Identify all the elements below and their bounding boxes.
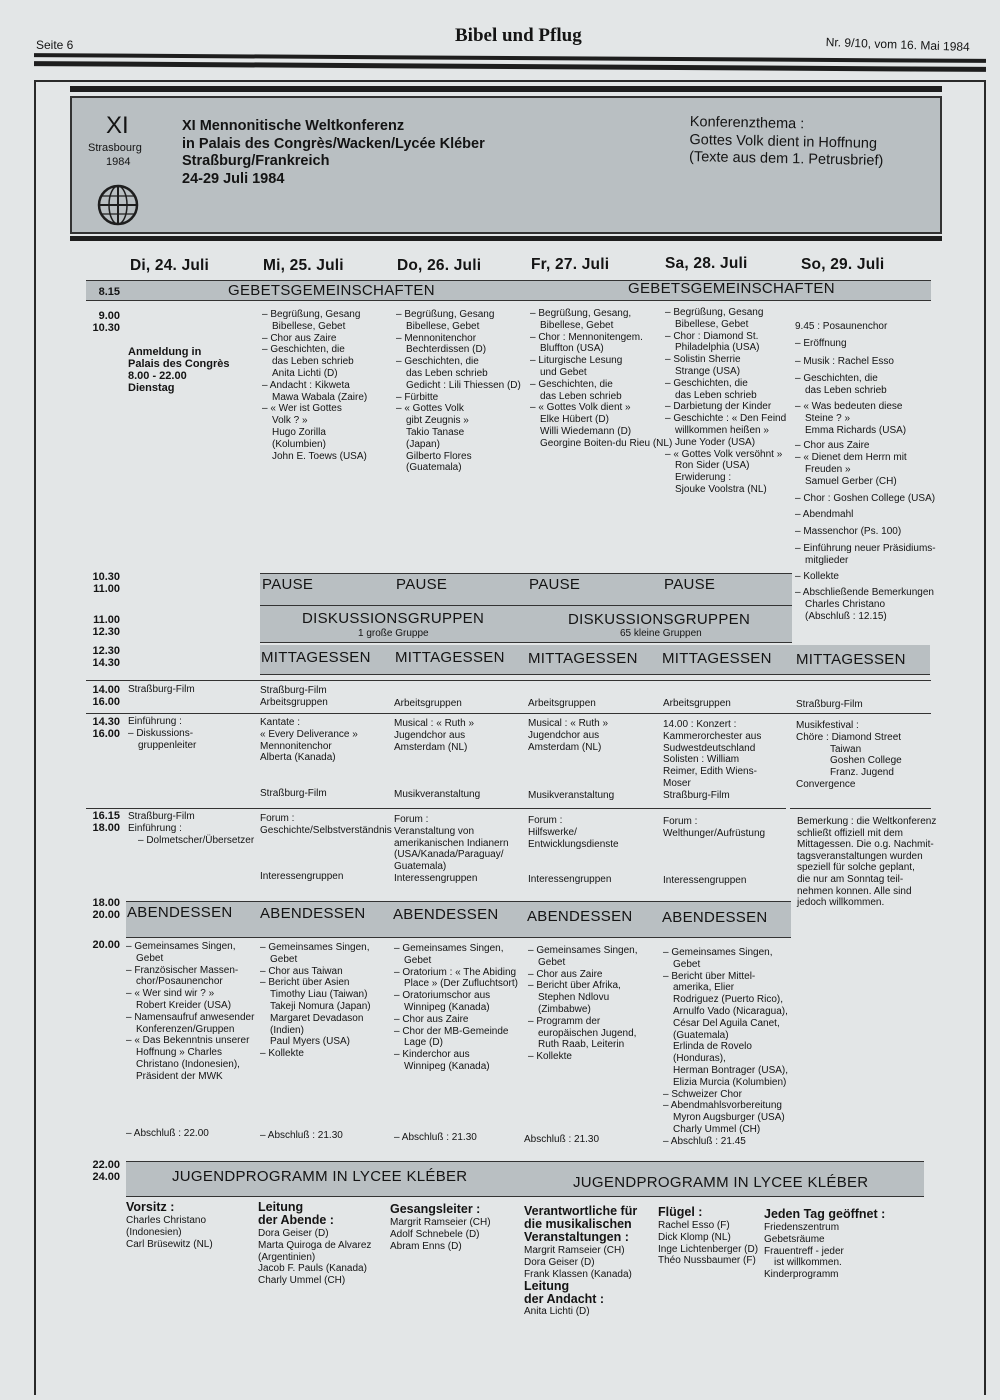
conference-title <box>182 118 485 188</box>
program-fri-music: Musikveranstaltung <box>528 790 615 801</box>
lunch-label: MITTAGESSEN <box>796 651 906 668</box>
lunch-label: MITTAGESSEN <box>395 649 505 666</box>
issue-date: Nr. 9/10, vom 16. Mai 1984 <box>825 35 970 55</box>
day-header: Do, 26. Juli <box>397 257 482 274</box>
program-sunday: 9.45 : Posaunenchor – Eröffnung – Musik : Rachel Esso – Geschichten, die das Leben schrieb – « Was bedeuten diese Steine ? » Emma Richards (USA) – Chor aus Zaire – « Dienet dem Herrn mit Freuden » Samuel Gerber (CH) – Chor : Goshen College (USA) – Abendmahl – Massenchor (Ps. 100) – Einführung neuer Präsidiums- mitglieder – Kollekte – Abschließende Bemerkungen Charles Christano (Abschluß : 12.15) <box>795 321 936 622</box>
time-label: 14.30 16.00 <box>92 716 120 740</box>
time-label: 12.30 14.30 <box>92 645 120 669</box>
theme-line: Gottes Volk dient in Hoffnung <box>689 131 878 152</box>
pause-label: PAUSE <box>262 576 314 593</box>
prayer-band-label: GEBETSGEMEINSCHAFTEN <box>628 280 835 297</box>
time-label: 20.00 <box>92 939 120 951</box>
discussion-label: DISKUSSIONSGRUPPEN <box>302 610 485 627</box>
dinner-label: ABENDESSEN <box>127 904 233 921</box>
day-header: So, 29. Juli <box>801 256 885 273</box>
lunch-label: MITTAGESSEN <box>261 649 371 666</box>
discussion-sub: 65 kleine Gruppen <box>620 628 702 639</box>
dinner-label: ABENDESSEN <box>662 909 768 926</box>
divider <box>86 713 931 714</box>
conference-line: 24-29 Juli 1984 <box>182 170 285 187</box>
time-label: 16.15 18.00 <box>92 810 120 834</box>
conference-line: Straßburg/Frankreich <box>182 153 330 169</box>
program-fri-musical: Musical : « Ruth » Jugendchor aus Amsterdam (NL) <box>528 718 609 753</box>
program-wed-film: Straßburg-Film <box>260 788 327 799</box>
dinner-label: ABENDESSEN <box>527 908 633 925</box>
conference-line: in Palais des Congrès/Wacken/Lycée Kléber <box>182 135 485 152</box>
program-tue-intro: Einführung : – Diskussions- gruppenleiter <box>128 716 197 751</box>
closing-time-fri: Abschluß : 21.30 <box>524 1134 600 1145</box>
logo-numeral: XI <box>106 112 129 139</box>
program-wed-cantata: Kantate : « Every Deliverance » Mennonitenchor Alberta (Kanada) <box>260 717 358 764</box>
program-thu-music: Musikveranstaltung <box>394 789 481 800</box>
program-tue-evening-intro: Straßburg-Film Einführung : – Dolmetscher/Übersetzer <box>128 811 255 846</box>
divider <box>790 808 931 809</box>
time-label: 14.00 16.00 <box>92 684 120 708</box>
program-fri-workgroups: Arbeitsgruppen <box>528 698 596 709</box>
program-fri-forum: Forum : Hilfswerke/ Entwicklungsdienste <box>528 815 619 850</box>
evening-leaders-section: Leitung der Abende : Dora Geiser (D) Marta Quiroga de Alvarez (Argentinien) Jacob F. Pauls (Kanada) Charly Ummel (CH) <box>258 1200 372 1287</box>
program-thu-musical: Musical : « Ruth » Jugendchor aus Amsterdam (NL) <box>394 718 475 753</box>
divider <box>86 680 931 681</box>
program-fri-interest: Interessengruppen <box>528 874 612 885</box>
devotion-heading: der Andacht : <box>524 1292 605 1307</box>
closing-time-thu: – Abschluß : 21.30 <box>394 1132 477 1143</box>
song-leaders-section: Gesangsleiter : Margrit Ramseier (CH) Adolf Schnebele (D) Abram Enns (D) <box>390 1202 491 1252</box>
youth-label: JUGENDPROGRAMM IN LYCEE KLÉBER <box>573 1174 869 1191</box>
program-wed-evening: – Gemeinsames Singen, Gebet – Chor aus Taiwan – Bericht über Asien Timothy Liau (Taiwan) Takeji Nomura (Japan) Margaret Devadason (Indien) Paul Myers (USA) – Kollekte <box>260 942 371 1060</box>
divider <box>86 808 786 809</box>
newspaper-title: Bibel und Pflug <box>455 25 582 46</box>
devotion-heading: Leitung <box>524 1279 570 1294</box>
lunch-label: MITTAGESSEN <box>662 650 772 667</box>
program-wed-forum: Forum : Geschichte/Selbstverständnis <box>260 813 392 836</box>
program-thu-forum: Forum : Veranstaltung von amerikanischen Indianern (USA/Kanada/Paraguay/ Guatemala) Interessengruppen <box>394 814 509 884</box>
chair-heading: Vorsitz : <box>126 1200 175 1214</box>
open-daily-section: Jeden Tag geöffnet : Friedenszentrum Gebetsräume Frauentreff - jeder ist willkommen. Kinderprogramm <box>764 1207 886 1281</box>
theme-line: Konferenzthema : <box>689 114 805 133</box>
responsibles-heading: Verantwortliche für <box>524 1204 638 1218</box>
pause-label: PAUSE <box>664 576 716 593</box>
program-sat-morning: – Begrüßung, Gesang Bibellese, Gebet – Chor : Diamond St. Philadelphia (USA) – Solistin Sherrie Strange (USA) – Geschichten, die das Leben schrieb – Darbietung der Kinder – Geschichte : « Den Feind willkommen heißen » June Yoder (USA) – « Gottes Volk versöhnt » Ron Sider (USA) Erwiderung : Sjouke Voolstra (NL) <box>665 307 787 495</box>
leaders-heading: der Abende : <box>258 1213 334 1227</box>
program-sat-concert: 14.00 : Konzert : Kammerorchester aus Sudwestdeutschland Solisten : William Reimer, Edith Wiens- Moser Straßburg-Film <box>663 719 762 801</box>
program-sat-forum: Forum : Welthunger/Aufrüstung <box>663 816 766 839</box>
closing-time-wed: – Abschluß : 21.30 <box>260 1130 343 1141</box>
conference-line: XI Mennonitische Weltkonferenz <box>182 118 405 134</box>
registration-line: Dienstag <box>128 382 175 394</box>
program-sat-workgroups: Arbeitsgruppen <box>663 698 731 709</box>
pause-label: PAUSE <box>529 576 581 593</box>
program-wed-interest: Interessengruppen <box>260 871 344 882</box>
time-label: 9.00 10.30 <box>92 310 120 334</box>
responsibles-heading: Veranstaltungen : <box>524 1230 629 1244</box>
pause-label: PAUSE <box>396 576 448 593</box>
closing-time-tue: – Abschluß : 22.00 <box>126 1128 209 1139</box>
day-header: Di, 24. Juli <box>130 257 210 274</box>
banner-bottom-rule <box>70 236 942 241</box>
logo-city: Strasbourg <box>88 142 142 154</box>
registration-line: Anmeldung in <box>128 346 202 358</box>
program-sun-festival: Musikfestival : Chöre : Diamond Street Taiwan Goshen College Franz. Jugend Convergence <box>796 720 902 790</box>
song-heading: Gesangsleiter : <box>390 1202 481 1216</box>
conference-theme <box>689 114 884 171</box>
globe-icon <box>96 183 140 227</box>
leaders-heading: Leitung <box>258 1200 304 1214</box>
program-thu-morning: – Begrüßung, Gesang Bibellese, Gebet – Mennonitenchor Bechterdissen (D) – Geschichten, die das Leben schrieb Gedicht : Lili Thiessen (D) – Fürbitte – « Gottes Volk gibt Zeugnis » Takio Tanase (Japan) Gilberto Flores (Guatemala) <box>396 309 521 474</box>
registration-line: 8.00 - 22.00 <box>128 370 187 382</box>
lunch-label: MITTAGESSEN <box>528 650 638 667</box>
registration-info <box>128 346 230 394</box>
program-fri-evening: – Gemeinsames Singen, Gebet – Chor aus Zaire – Bericht über Afrika, Stephen Ndlovu (Zimbabwe) – Programm der europäischen Jugend, Ruth Raab, Leiterin – Kollekte <box>528 945 638 1063</box>
program-thu-workgroups: Arbeitsgruppen <box>394 698 462 709</box>
program-wed-morning: – Begrüßung, Gesang Bibellese, Gebet – Chor aus Zaire – Geschichten, die das Leben schrieb Anita Lichti (D) – Andacht : Kikweta Mawa Wabala (Zaire) – « Wer ist Gottes Volk ? » Hugo Zorilla (Kolumbien) John E. Toews (USA) <box>262 309 368 462</box>
banner-top-rule <box>70 86 942 92</box>
open-daily-heading: Jeden Tag geöffnet : <box>764 1207 886 1221</box>
day-header: Sa, 28. Juli <box>665 255 748 272</box>
program-sun-film: Straßburg-Film <box>796 699 863 710</box>
theme-line: (Texte aus dem 1. Petrusbrief) <box>688 148 884 170</box>
page-number: Seite 6 <box>36 38 74 52</box>
program-sat-evening: – Gemeinsames Singen, Gebet – Bericht über Mittel- amerika, Elier Rodriguez (Puerto Rico), Arnulfo Vado (Nicaragua), César Del Aguila Canet, (Guatemala) Erlinda de Rovelo (Honduras), Herman Bontrager (USA), Elizia Murcia (Kolumbien) – Schweizer Chor – Abendmahlsvorbereitung Myron Augsburger (USA) Charly Ummel (CH) – Abschluß : 21.45 <box>663 947 789 1147</box>
discussion-label: DISKUSSIONSGRUPPEN <box>568 611 751 628</box>
music-responsibles-section: Verantwortliche für die musikalischen Veranstaltungen : Margrit Ramseier (CH) Dora Geiser (D) Frank Klassen (Kanada) Leitung der Andacht : Anita Lichti (D) <box>524 1204 638 1318</box>
time-label: 8.15 <box>98 286 120 298</box>
program-tue-film: Straßburg-Film <box>128 684 195 695</box>
time-label: 10.30 11.00 <box>92 571 120 595</box>
time-label: 22.00 24.00 <box>92 1159 120 1183</box>
program-fri-morning: – Begrüßung, Gesang, Bibellese, Gebet – Chor : Mennonitengem. Bluffton (USA) – Liturgische Lesung und Gebet – Geschichten, die das Leben schrieb – « Gottes Volk dient » Elke Hübert (D) Willi Wiedemann (D) Georgine Boiten-du Rieu (NL) <box>530 308 673 449</box>
header-rule-thick <box>34 61 986 72</box>
dinner-label: ABENDESSEN <box>260 905 366 922</box>
prayer-band-label: GEBETSGEMEINSCHAFTEN <box>228 282 435 299</box>
chair-section: Vorsitz : Charles Christano (Indonesien) Carl Brüsewitz (NL) <box>126 1200 213 1250</box>
devotion-leader: Anita Lichti (D) <box>524 1306 590 1318</box>
piano-heading: Flügel : <box>658 1205 703 1219</box>
registration-line: Palais des Congrès <box>128 358 230 370</box>
sunday-remark: Bemerkung : die Weltkonferenz schließt offiziell mit dem Mittagessen. Die o.g. Nachmit- tagsveranstaltungen wurden speziell für solche geplant, die nur am Sonntag teil- nehmen konnen. Alle sind jedoch willkommen. <box>797 816 937 909</box>
piano-section: Flügel : Rachel Esso (F) Dick Klomp (NL) Inge Lichtenberger (D) Théo Nussbaumer (F) <box>658 1205 759 1267</box>
logo-year: 1984 <box>106 156 131 168</box>
program-thu-evening: – Gemeinsames Singen, Gebet – Oratorium : « The Abiding Place » (Der Zufluchtsort) – Oratoriumschor aus Winnipeg (Kanada) – Chor aus Zaire – Chor der MB-Gemeinde Lage (D) – Kinderchor aus Winnipeg (Kanada) <box>394 943 518 1072</box>
day-header: Fr, 27. Juli <box>531 256 610 273</box>
dinner-label: ABENDESSEN <box>393 906 499 923</box>
time-label: 18.00 20.00 <box>92 897 120 921</box>
program-sat-interest: Interessengruppen <box>663 875 747 886</box>
day-header: Mi, 25. Juli <box>263 257 344 274</box>
discussion-sub: 1 große Gruppe <box>358 628 429 639</box>
program-wed-afternoon1: Straßburg-Film Arbeitsgruppen <box>260 685 328 708</box>
youth-label: JUGENDPROGRAMM IN LYCEE KLÉBER <box>172 1168 468 1185</box>
time-label: 11.00 12.30 <box>92 614 120 638</box>
responsibles-heading: die musikalischen <box>524 1217 632 1231</box>
program-tue-evening: – Gemeinsames Singen, Gebet – Französischer Massen- chor/Posaunenchor – « Wer sind wir ? » Robert Kreider (USA) – Namensaufruf anwesender Konferenzen/Gruppen – « Das Bekenntnis unserer Hoffnung » Charles Christano (Indonesien), Präsident der MWK <box>126 941 255 1082</box>
